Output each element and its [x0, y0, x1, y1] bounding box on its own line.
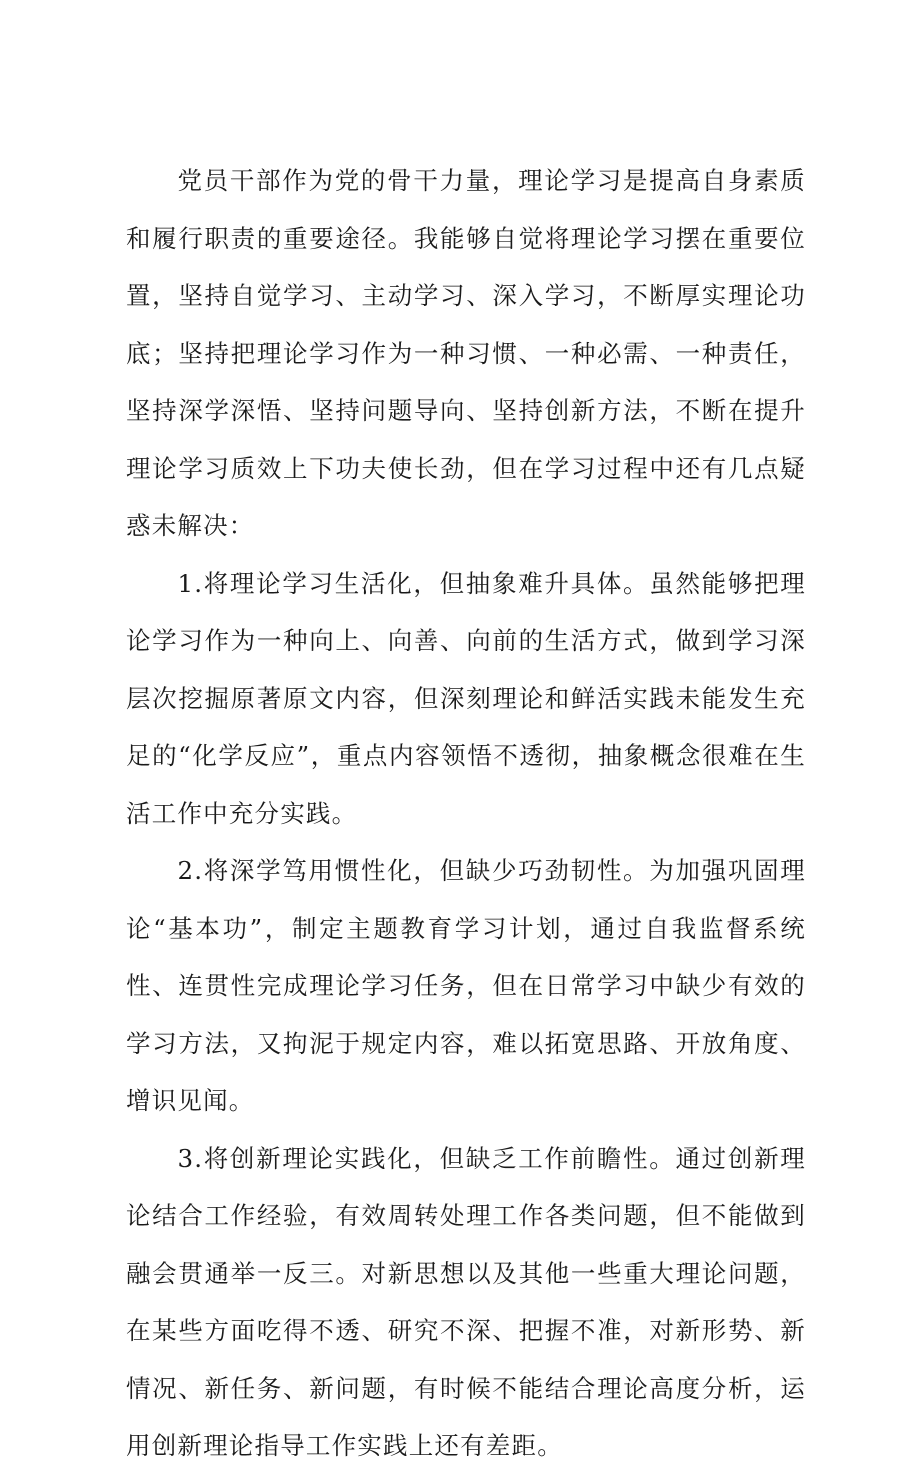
- paragraph-point-3: 3.将创新理论实践化，但缺乏工作前瞻性。通过创新理论结合工作经验，有效周转处理工作各类问题，但不能做到融会贯通举一反三。对新思想以及其他一些重大理论问题，在某些方面吃得不透、研究不深、把握不准，对新形势、新情况、新任务、新问题，有时候不能结合理论高度分析，运用创新理论指导工作实践上还有差距。: [126, 1143, 806, 1460]
- paragraph-intro: 党员干部作为党的骨干力量，理论学习是提高自身素质和履行职责的重要途径。我能够自觉将理论学习摆在重要位置，坚持自觉学习、主动学习、深入学习，不断厚实理论功底；坚持把理论学习作为一种习惯、一种必需、一种责任，坚持深学深悟、坚持问题导向、坚持创新方法，不断在提升理论学习质效上下功夫使长劲，但在学习过程中还有几点疑惑未解决：: [126, 166, 806, 540]
- paragraph-point-2: 2.将深学笃用惯性化，但缺少巧劲韧性。为加强巩固理论“基本功”，制定主题教育学习计划，通过自我监督系统性、连贯性完成理论学习任务，但在日常学习中缺少有效的学习方法，又拘泥于规定内容，难以拓宽思路、开放角度、增识见闻。: [126, 856, 806, 1115]
- paragraph-point-1: 1.将理论学习生活化，但抽象难升具体。虽然能够把理论学习作为一种向上、向善、向前的生活方式，做到学习深层次挖掘原著原文内容，但深刻理论和鲜活实践未能发生充足的“化学反应”，重点内容领悟不透彻，抽象概念很难在生活工作中充分实践。: [126, 568, 806, 828]
- document-body: [126, 152, 806, 1475]
